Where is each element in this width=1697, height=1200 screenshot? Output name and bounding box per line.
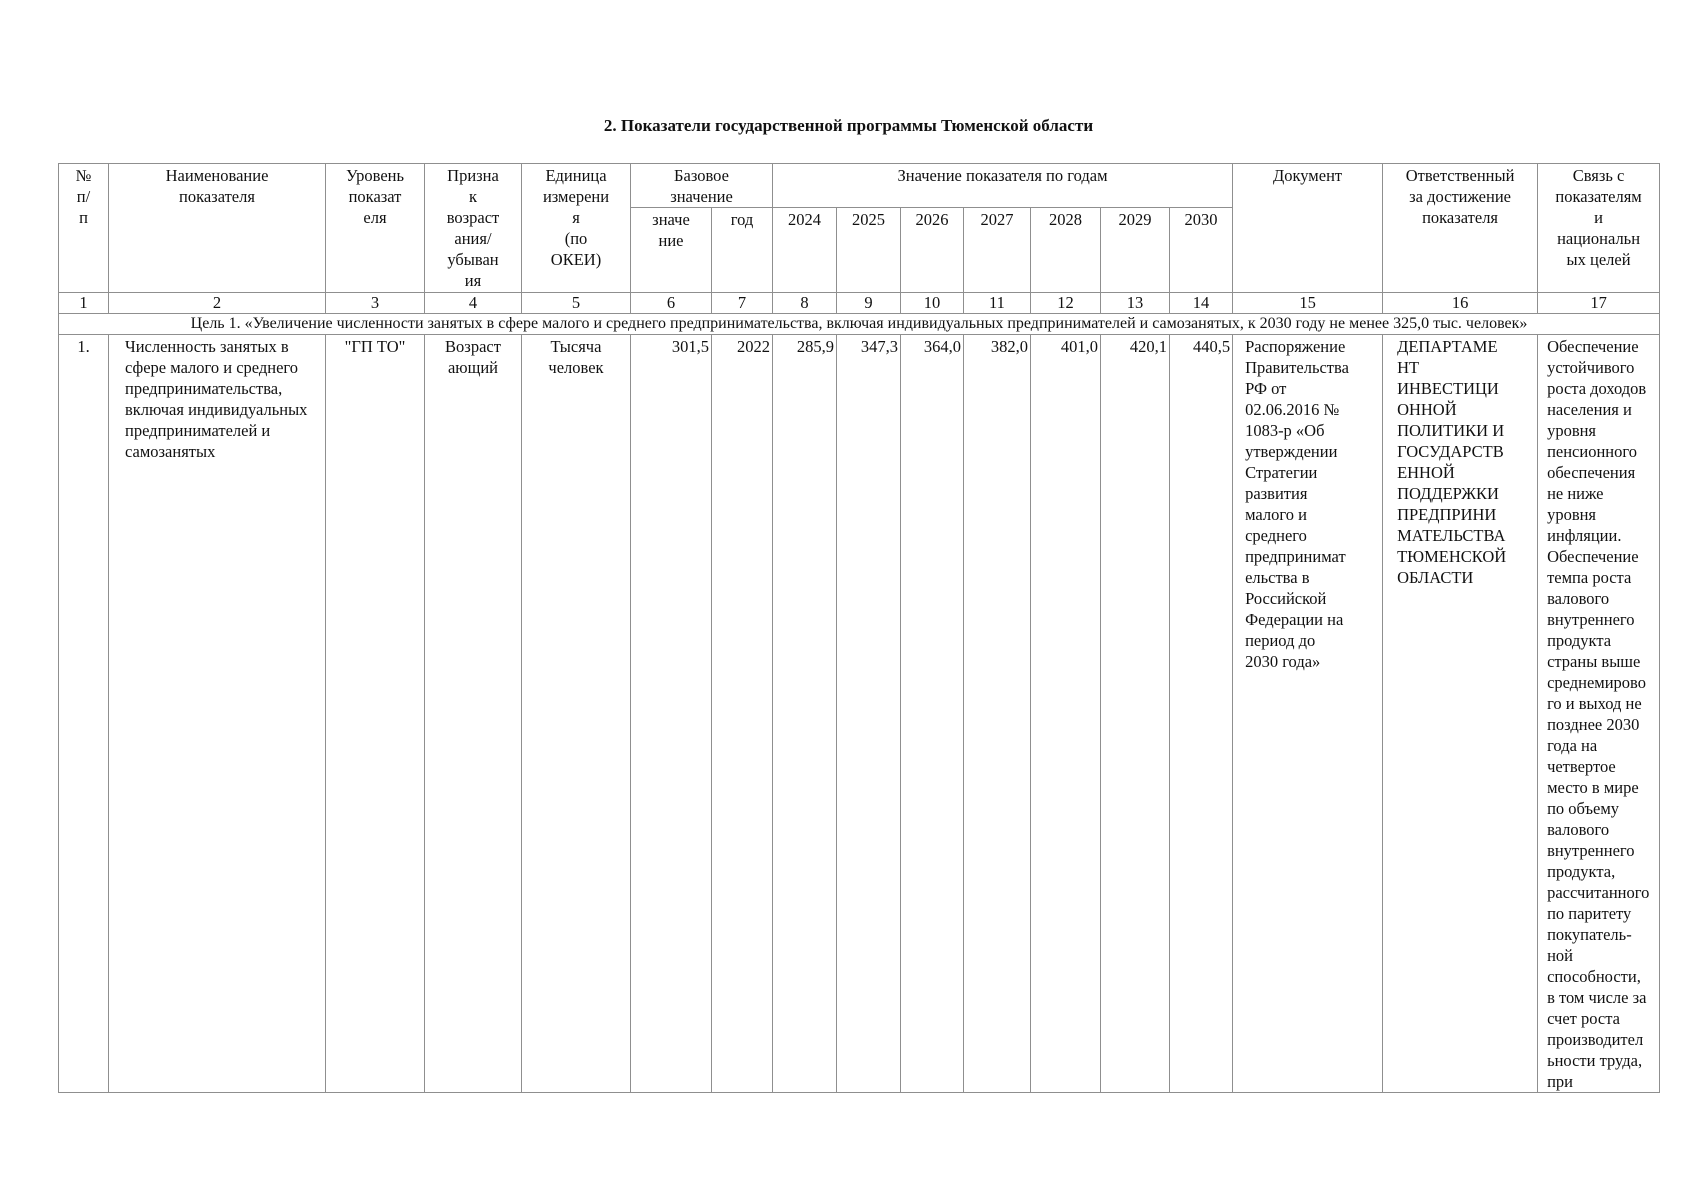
row-document: Распоряжение Правительства РФ от 02.06.2016 № 1083-р «Об утверждении Стратегии развития малого и среднего предпринимат ельства в Российской Федерации на период до 2030 года» — [1233, 335, 1383, 1093]
row-value-2027: 382,0 — [964, 335, 1031, 1093]
indicators-table — [58, 163, 1660, 1093]
header-document: Документ — [1233, 164, 1383, 293]
row-base-value: 301,5 — [631, 335, 712, 1093]
header-values-by-year: Значение показателя по годам — [773, 164, 1233, 208]
row-value-2024: 285,9 — [773, 335, 837, 1093]
column-number: 2 — [109, 293, 326, 314]
header-base-value: значе ние — [631, 208, 712, 293]
row-indicator-name: Численность занятых в сфере малого и среднего предпринимательства, включая индивидуальных предпринимателей и самозанятых — [109, 335, 326, 1093]
column-number: 15 — [1233, 293, 1383, 314]
row-unit: Тысяча человек — [522, 335, 631, 1093]
header-year: 2027 — [964, 208, 1031, 293]
table-row — [59, 335, 1660, 1093]
row-value-2025: 347,3 — [837, 335, 901, 1093]
column-number: 10 — [901, 293, 964, 314]
row-national-goals-link: Обеспечение устойчивого роста доходов населения и уровня пенсионного обеспечения не ниже уровня инфляции. Обеспечение темпа роста валового внутреннего продукта страны выше среднемирового и выход не позднее 2030 года на четвертое место в мире по объему валового внутреннего продукта, рассчитанного по паритету покупатель-ной способности, в том числе за счет роста производительности труда, при — [1538, 335, 1660, 1093]
column-number: 7 — [712, 293, 773, 314]
goal-text: Цель 1. «Увеличение численности занятых в сфере малого и среднего предпринимательства, включая индивидуальных предпринимателей и самозанятых, к 2030 году не менее 325,0 тыс. человек» — [59, 314, 1660, 335]
column-number: 14 — [1170, 293, 1233, 314]
column-number: 12 — [1031, 293, 1101, 314]
header-year: 2030 — [1170, 208, 1233, 293]
column-number: 16 — [1383, 293, 1538, 314]
column-number: 17 — [1538, 293, 1660, 314]
header-base: Базовое значение — [631, 164, 773, 208]
column-numbers-row — [59, 293, 1660, 314]
header-year: 2028 — [1031, 208, 1101, 293]
header-base-year: год — [712, 208, 773, 293]
column-number: 4 — [425, 293, 522, 314]
row-value-2028: 401,0 — [1031, 335, 1101, 1093]
column-number: 3 — [326, 293, 425, 314]
header-num: № п/ п — [59, 164, 109, 293]
header-sign: Призна к возраст ания/ убыван ия — [425, 164, 522, 293]
page-title: 2. Показатели государственной программы Тюменской области — [603, 116, 1094, 135]
row-base-year: 2022 — [712, 335, 773, 1093]
goal-row — [59, 314, 1660, 335]
column-number: 1 — [59, 293, 109, 314]
header-name: Наименование показателя — [109, 164, 326, 293]
column-number: 8 — [773, 293, 837, 314]
row-value-2029: 420,1 — [1101, 335, 1170, 1093]
header-row-1 — [59, 164, 1660, 208]
row-sign: Возраст ающий — [425, 335, 522, 1093]
header-link: Связь с показателям и национальн ых целей — [1538, 164, 1660, 293]
header-year: 2024 — [773, 208, 837, 293]
column-number: 6 — [631, 293, 712, 314]
row-value-2030: 440,5 — [1170, 335, 1233, 1093]
row-value-2026: 364,0 — [901, 335, 964, 1093]
row-responsible: ДЕПАРТАМЕ НТ ИНВЕСТИЦИ ОННОЙ ПОЛИТИКИ И ГОСУДАРСТВ ЕННОЙ ПОДДЕРЖКИ ПРЕДПРИНИ МАТЕЛЬСТВА ТЮМЕНСКОЙ ОБЛАСТИ — [1383, 335, 1538, 1093]
column-number: 11 — [964, 293, 1031, 314]
column-number: 5 — [522, 293, 631, 314]
row-num: 1. — [59, 335, 109, 1093]
header-year: 2026 — [901, 208, 964, 293]
header-year: 2025 — [837, 208, 901, 293]
row-level: "ГП ТО" — [326, 335, 425, 1093]
column-number: 13 — [1101, 293, 1170, 314]
column-number: 9 — [837, 293, 901, 314]
header-unit: Единица измерени я (по ОКЕИ) — [522, 164, 631, 293]
header-year: 2029 — [1101, 208, 1170, 293]
header-responsible: Ответственный за достижение показателя — [1383, 164, 1538, 293]
header-level: Уровень показат еля — [326, 164, 425, 293]
